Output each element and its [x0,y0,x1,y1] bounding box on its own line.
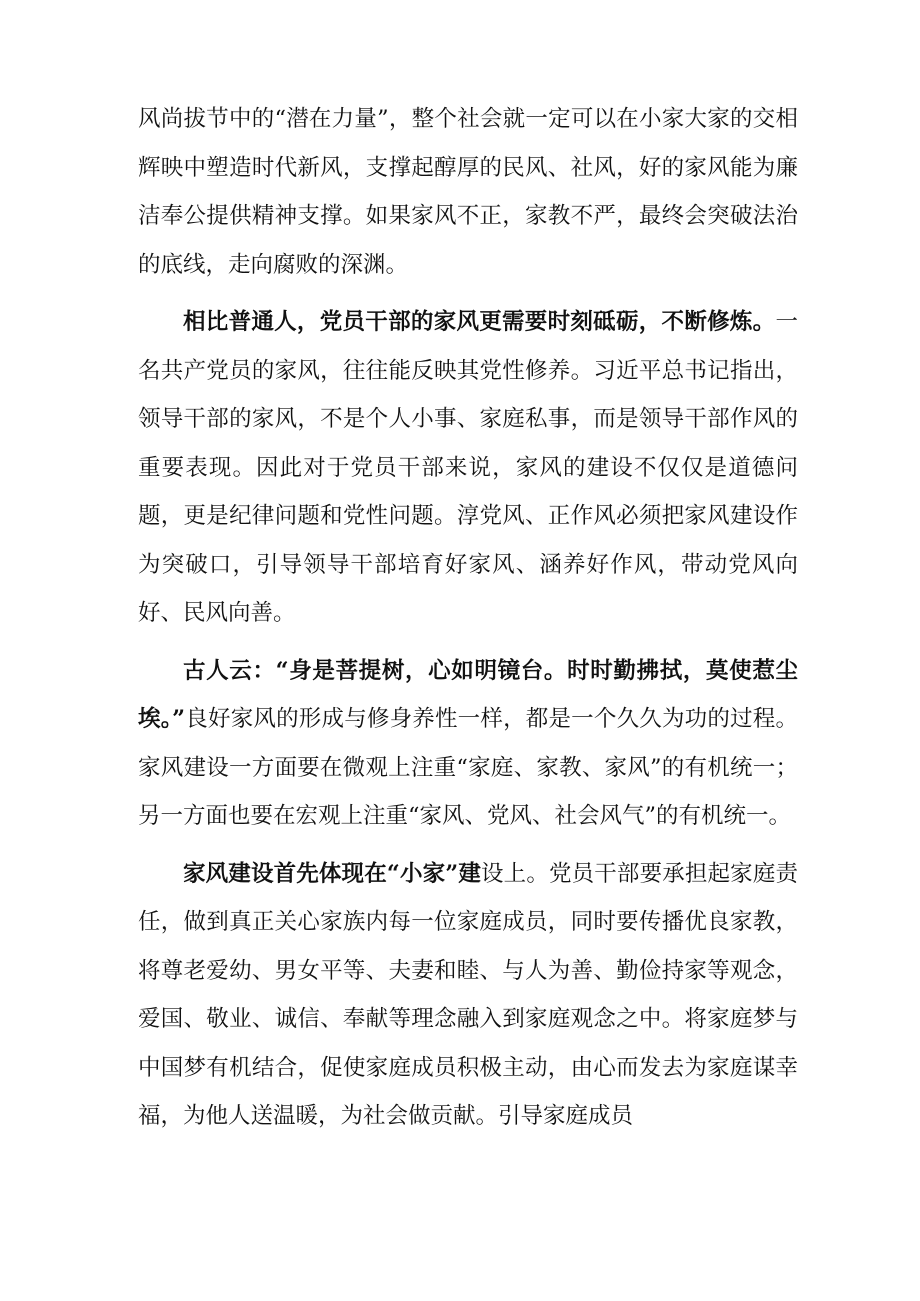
paragraph-1-text: 风尚拔节中的“潜在力量”，整个社会就一定可以在小家大家的交相辉映中塑造时代新风，支撑起醇厚的民风、社风，好的家风能为廉洁奉公提供精神支撑。如果家风不正，家教不严，最终会突破法治的底线，走向腐败的深渊。 [138,106,798,278]
paragraph-4-text: 设上。党员干部要承担起家庭责任，做到真正关心家族内每一位家庭成员，同时要传播优良家教，将尊老爱幼、男女平等、夫妻和睦、与人为善、勤俭持家等观念，爱国、敬业、诚信、奉献等理念融入到家庭观念之中。将家庭梦与中国梦有机结合，促使家庭成员积极主动，由心而发去为家庭谋幸福，为他人送温暖，为社会做贡献。引导家庭成员 [138,860,798,1129]
paragraph-3-text: 良好家风的形成与修身养性一样，都是一个久久为功的过程。家风建设一方面要在微观上注重“家庭、家教、家风”的有机统一；另一方面也要在宏观上注重“家风、党风、社会风气”的有机统一。 [138,706,798,829]
paragraph-3 [138,647,798,841]
document-page [138,95,798,1141]
paragraph-1 [138,95,798,289]
paragraph-3-lead: 古人云：“身是菩提树，心如明镜台。时时勤拂拭，莫使惹尘埃。” [138,657,798,732]
paragraph-2 [138,298,798,638]
paragraph-2-text: 一名共产党员的家风，往往能反映其党性修养。习近平总书记指出，领导干部的家风，不是个人小事、家庭私事，而是领导干部作风的重要表现。因此对于党员干部来说，家风的建设不仅仅是道德问题，更是纪律问题和党性问题。淳党风、正作风必须把家风建设作为突破口，引导领导干部培育好家风、涵养好作风，带动党风向好、民风向善。 [138,309,798,626]
paragraph-4 [138,850,798,1141]
paragraph-4-lead: 家风建设首先体现在“小家”建 [183,860,482,887]
paragraph-2-lead: 相比普通人，党员干部的家风更需要时刻砥砺，不断修炼。 [183,309,776,335]
